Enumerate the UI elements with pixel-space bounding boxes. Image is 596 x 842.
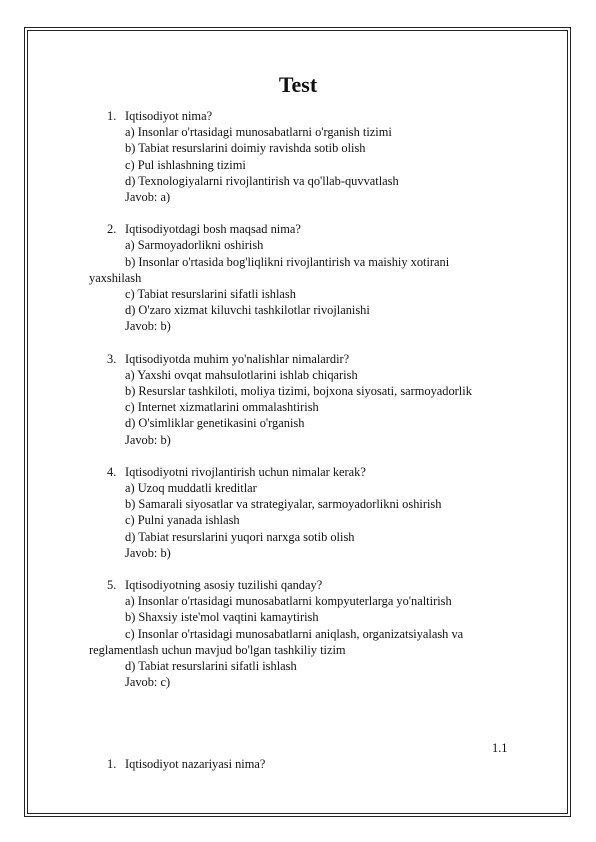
answer: Javob: a) [125,190,171,205]
option-b: b) Samarali siyosatlar va strategiyalar, sarmoyadorlikni oshirish [125,497,442,512]
option-a: a) Insonlar o'rtasidagi munosabatlarni o'rganish tizimi [125,125,392,140]
question-3-line [107,351,527,367]
option-a: a) Insonlar o'rtasidagi munosabatlarni kompyuterlarga yo'naltirish [125,594,452,609]
option-a: a) Sarmoyadorlikni oshirish [125,238,264,253]
option-d: d) Tabiat resurslarini yuqori narxga sotib olish [125,529,355,544]
option-b: b) Shaxsiy iste'mol vaqtini kamaytirish [125,610,319,625]
option-b: b) Tabiat resurslarini doimiy ravishda sotib olish [125,141,366,156]
question-number: 2. [107,222,117,237]
page-title: Test [278,72,318,97]
question-text: Iqtisodiyotda muhim yo'nalishlar nimalardir? [125,351,350,366]
option-a: a) Uzoq muddatli kreditlar [125,481,257,496]
question-3 [107,351,527,448]
option-d: d) Tabiat resurslarini sifatli ishlash [125,659,297,674]
option-b-continuation: yaxshilash [89,270,142,285]
option-c: c) Pulni yanada ishlash [125,513,240,528]
option-c: c) Insonlar o'rtasidagi munosabatlarni aniqlash, organizatsiyalash va [125,626,464,641]
question-4-line [107,464,527,480]
question-4 [107,464,527,561]
question-5 [89,577,527,690]
question-text: Iqtisodiyotdagi bosh maqsad nima? [125,222,301,237]
question-5-line [107,577,527,593]
option-d: d) O'simliklar genetikasini o'rganish [125,416,305,431]
question-text: Iqtisodiyotni rivojlantirish uchun nimalar kerak? [125,464,366,479]
option-d: d) Texnologiyalarni rivojlantirish va qo'llab-quvvatlash [125,173,399,188]
answer: Javob: b) [125,432,171,447]
question-1 [107,108,527,205]
question-2-line [107,221,527,237]
question-number: 5. [107,578,117,593]
option-b: b) Insonlar o'rtasida bog'liqlikni rivojlantirish va maishiy xotirani [125,254,450,269]
question-number: 1. [107,109,117,123]
question-list [89,108,527,707]
next-question [107,757,265,772]
option-d: d) O'zaro xizmat kiluvchi tashkilotlar rivojlanishi [125,303,370,318]
option-c: c) Tabiat resurslarini sifatli ishlash [125,287,296,302]
question-1-line [107,108,527,124]
option-a: a) Yaxshi ovqat mahsulotlarini ishlab chiqarish [125,367,358,382]
answer: Javob: b) [125,319,171,334]
option-c: c) Pul ishlashning tizimi [125,157,246,172]
question-text: Iqtisodiyotning asosiy tuzilishi qanday? [125,578,323,593]
option-c: c) Internet xizmatlarini ommalashtirish [125,400,319,415]
answer: Javob: c) [125,675,171,690]
question-number: 1. [107,757,117,771]
section-number: 1.1 [492,741,508,755]
option-b: b) Resurslar tashkiloti, moliya tizimi, bojxona siyosati, sarmoyadorlik [125,384,472,399]
question-2 [89,221,527,334]
question-number: 4. [107,464,117,479]
option-c-continuation: reglamentlash uchun mavjud bo'lgan tashkiliy tizim [89,642,346,657]
question-text: Iqtisodiyot nima? [125,109,213,123]
answer: Javob: b) [125,545,171,560]
question-number: 3. [107,351,117,366]
question-text: Iqtisodiyot nazariyasi nima? [125,757,266,771]
